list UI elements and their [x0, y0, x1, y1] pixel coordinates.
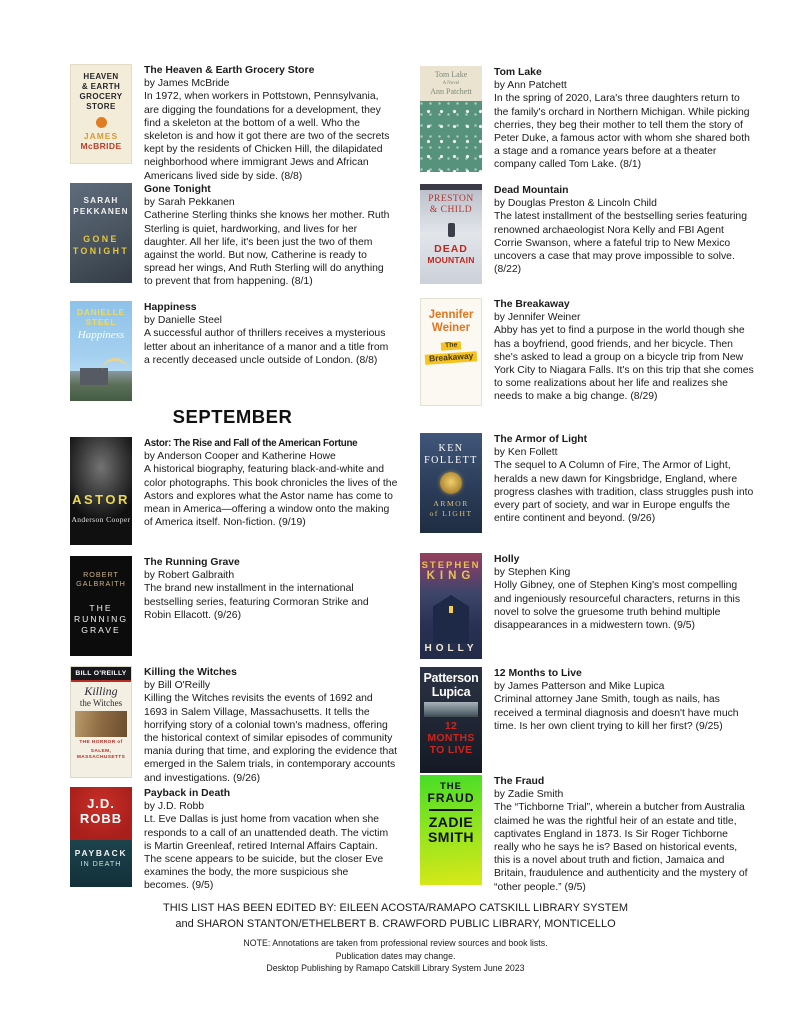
cover-text-line: FOLLETT — [424, 454, 478, 466]
book-info — [494, 184, 754, 284]
book-author: by Zadie Smith — [494, 789, 564, 801]
edited-by-line2: and SHARON STANTON/ETHELBERT B. CRAWFORD PUBLIC LIBRARY, MONTICELLO — [175, 917, 616, 930]
cover-art — [96, 117, 107, 128]
cover-text-line: of LIGHT — [429, 508, 473, 518]
cover-text-line: J.D. — [87, 796, 115, 811]
book-cover — [420, 184, 482, 284]
book-entry — [420, 667, 754, 773]
book-title: Dead Mountain — [494, 185, 569, 196]
cover-text-line: STEEL — [85, 317, 117, 327]
book-entry — [70, 183, 395, 289]
cover-text-line: FRAUD — [427, 791, 475, 805]
cover-art — [429, 809, 473, 811]
book-cover — [70, 787, 132, 887]
book-entry — [420, 775, 754, 894]
book-cover — [420, 298, 482, 406]
book-title: The Armor of Light — [494, 434, 588, 445]
book-author: by Bill O'Reilly — [144, 680, 211, 692]
book-entry — [70, 787, 395, 893]
book-cover — [70, 437, 132, 545]
book-author: by Ann Patchett — [494, 80, 567, 92]
cover-text-line: Lupica — [431, 684, 471, 699]
book-title: The Breakaway — [494, 299, 570, 310]
cover-text-line: JAMES — [83, 131, 119, 141]
book-description: Criminal attorney Jane Smith, tough as nails, has received a terminal diagnosis and doesn't have much time. Is her own client trying to kill her first? (9/25) — [494, 694, 739, 732]
cover-text-line: PRESTON — [428, 194, 474, 204]
section-heading-september: SEPTEMBER — [172, 406, 293, 427]
book-info — [494, 66, 754, 172]
cover-text-line: the Witches — [79, 698, 123, 709]
book-info — [494, 553, 754, 659]
cover-text-line: GRAVE — [81, 625, 121, 635]
book-cover — [420, 553, 482, 659]
cover-text-line: GONE — [83, 234, 119, 244]
book-cover — [420, 775, 482, 885]
book-title: Tom Lake — [494, 67, 542, 78]
book-info — [144, 183, 395, 289]
book-info — [144, 437, 398, 545]
book-cover — [420, 66, 482, 172]
book-author: by Ken Follett — [494, 447, 558, 459]
book-info — [144, 556, 395, 656]
cover-text-line: THE — [440, 781, 462, 792]
cover-text-line: ZADIE — [428, 814, 474, 830]
cover-art — [420, 66, 482, 101]
book-title: The Heaven & Earth Grocery Store — [144, 65, 315, 76]
book-author: by Jennifer Weiner — [494, 312, 581, 324]
book-description: Lt. Eve Dallas is just home from vacation when she responds to a call of an unattended death. The victim is Martin Greenleaf, retired Internal Affairs Captain. The scene appears to be suicide, but the closer Eve examines the body, the more suspicious she becomes. (9/5) — [144, 814, 389, 892]
cover-text-line: Happiness — [77, 329, 125, 341]
book-title: Killing the Witches — [144, 667, 237, 678]
book-title: Astor: The Rise and Fall of the American Fortune — [144, 438, 358, 449]
cover-art — [70, 840, 132, 887]
cover-art — [448, 223, 455, 237]
cover-art — [420, 101, 482, 173]
book-entry — [420, 66, 754, 172]
book-cover — [70, 183, 132, 283]
edited-by-text — [0, 901, 791, 932]
book-description: In the spring of 2020, Lara's three daughters return to the family's orchard in Northern Michigan. While picking cherries, they beg their mother to tell them the story of Peter Duke, a famous actor with whom she shared both a stage and a romance years before at a theater company called Tom Lake. (8/1) — [494, 93, 750, 171]
book-entry — [420, 553, 754, 659]
book-title: The Running Grave — [144, 557, 240, 568]
cover-text-line: The — [441, 341, 462, 350]
window-art — [449, 606, 453, 613]
book-info — [494, 433, 754, 533]
cover-text-line: ROBB — [79, 811, 123, 826]
book-description: The brand new installment in the international bestselling series, featuring Cormoran Strike and Robin Ellacott. (9/26) — [144, 583, 369, 621]
book-entry — [420, 298, 754, 406]
book-description: In 1972, when workers in Pottstown, Pennsylvania, are digging the foundations for a development, they find a skeleton at the bottom of a well. Who the skeleton is and how it got there are two of the secrets kept by the residents of Chicken Hill, the dilapidated neighborhood where immigrant Jews and African Americans lived side by side. (8/8) — [144, 91, 390, 182]
book-description: The “Tichborne Trial”, wherein a butcher from Australia claimed he was the rightful heir of an estate and title, captivates England in 1873. Is Sir Roger Tichborne really who he says he is? Based on historical events, this is a novel about truth and fiction, Jamaica and Britain, fraudulence and authenticity and the mystery of “other people.” (9/5) — [494, 802, 748, 893]
cover-text-line: A Novel — [442, 80, 460, 86]
cover-text-line: & CHILD — [429, 204, 473, 215]
cover-text-line: BILL O'REILLY — [71, 667, 131, 682]
book-author: by Stephen King — [494, 567, 571, 579]
cover-text-line: KEN — [438, 443, 464, 454]
book-description: Holly Gibney, one of Stephen King's most compelling and ingeniously resourceful characters, returns in this novel to solve the gruesome truth behind multiple disappearances in a midwestern town. (9/5) — [494, 580, 741, 632]
cover-text-line: Tom Lake — [434, 70, 468, 79]
book-author: by James McBride — [144, 78, 230, 90]
book-description: Killing the Witches revisits the events of 1692 and 1693 in Salem Village, Massachusetts. It tells the horrifying story of a colonial town's madness, offering the historical context of similar episodes of community mania during that time, and exploring the evidence that emerged in the Salem trials, in contemporary accounts and investigations. (9/26) — [144, 693, 397, 784]
book-info — [494, 775, 754, 894]
cover-text-line: Killing — [84, 683, 118, 698]
book-title: The Fraud — [494, 776, 545, 787]
cover-text-line: 12 MONTHS — [427, 720, 475, 744]
book-author: by Sarah Pekkanen — [144, 197, 235, 209]
house-art — [433, 595, 469, 643]
cover-text-line: DANIELLE — [77, 307, 125, 317]
footer-note-line3: Desktop Publishing by Ramapo Catskill Library System June 2023 — [266, 963, 525, 973]
book-entry — [70, 64, 395, 183]
cover-text-line: THE — [89, 603, 113, 613]
book-cover — [420, 433, 482, 533]
book-info — [494, 298, 754, 406]
cover-text-line: DEAD — [434, 243, 468, 255]
book-description: A historical biography, featuring black-and-white and color photographs. This book chronicles the lives of the Astors and explores what the Astor name has come to mean in America—offering a window onto the making of America itself. Non-fiction. (9/19) — [144, 464, 398, 529]
book-entry — [70, 556, 395, 656]
book-title: Payback in Death — [144, 788, 231, 799]
rainbow-art — [102, 358, 128, 371]
book-info — [144, 64, 395, 183]
cover-text-line: PAYBACK — [74, 848, 128, 858]
book-author: by Danielle Steel — [144, 315, 222, 327]
cover-text-line: ARMOR — [433, 499, 469, 508]
book-description: The sequel to A Column of Fire, The Armor of Light, heralds a new dawn for Kingsbridge, England, where progress clashes with tradition, class struggles push into every part of society, and war in Europe engulfs the entire continent and beyond. (9/26) — [494, 460, 754, 525]
book-info — [494, 667, 754, 773]
cover-text-line: KING — [426, 570, 476, 582]
book-title: Holly — [494, 554, 520, 565]
footer-note-line2: Publication dates may change. — [335, 950, 456, 961]
cover-text-line: RUNNING — [73, 614, 129, 624]
cover-text-line: Ann Patchett — [430, 86, 472, 96]
book-author: by Douglas Preston & Lincoln Child — [494, 198, 657, 210]
cover-text-line: GALBRAITH — [76, 579, 126, 588]
book-cover — [420, 667, 482, 773]
cover-text-line: Patterson — [423, 671, 479, 685]
painting-art — [75, 711, 127, 737]
book-title: 12 Months to Live — [494, 668, 582, 679]
book-info — [144, 301, 395, 401]
book-entry — [70, 666, 398, 785]
book-info — [144, 787, 395, 893]
book-entry — [70, 437, 398, 545]
edited-by-line1: THIS LIST HAS BEEN EDITED BY: EILEEN ACOSTA/RAMAPO CATSKILL LIBRARY SYSTEM — [163, 902, 628, 914]
cover-text-line: MOUNTAIN — [427, 254, 475, 265]
footer-note-line1: NOTE: Annotations are taken from professional review sources and book lists. — [243, 938, 548, 948]
book-cover — [70, 301, 132, 401]
cover-text-line: ROBERT — [83, 570, 119, 579]
book-description: Catherine Sterling thinks she knows her mother. Ruth Sterling is quiet, hardworking, and lives for her daughter. All her life, it's been just the two of them against the world. But now, Catherine is ready to spread her wings, And Ruth Sterling will do anything to prevent that from happening. (8/1) — [144, 210, 390, 288]
book-entry — [420, 184, 754, 284]
cover-text-line: Anderson Cooper — [71, 514, 131, 524]
book-cover — [70, 64, 132, 164]
cover-text-line: TONIGHT — [72, 246, 130, 256]
cover-text-line: STEPHEN — [421, 560, 481, 571]
cover-art — [424, 702, 478, 717]
book-author: by Robert Galbraith — [144, 570, 235, 582]
cover-art — [70, 787, 132, 840]
cover-text-line: HEAVEN — [83, 72, 119, 81]
book-entry — [420, 433, 754, 533]
cover-text-line: SARAH — [83, 196, 119, 205]
cover-text-line: Weiner — [431, 322, 471, 334]
cover-text-line: THE HORROR of — [79, 740, 123, 746]
footer-note — [0, 937, 791, 975]
cover-text-line: PEKKANEN — [73, 207, 129, 216]
cover-text-line: Breakaway — [425, 351, 478, 364]
book-author: by J.D. Robb — [144, 801, 205, 813]
book-description: A successful author of thrillers receives a mysterious letter about an inheritance of a manor and a title from a recently deceased uncle outside of London. (8/8) — [144, 328, 389, 366]
book-entry — [70, 301, 395, 401]
cover-text-line: ASTOR — [72, 492, 130, 507]
book-author: by Anderson Cooper and Katherine Howe — [144, 451, 336, 463]
cover-text-line: McBRIDE — [80, 140, 122, 151]
cover-text-line: SALEM, MASSACHUSETTS — [76, 749, 126, 761]
book-info — [144, 666, 398, 785]
book-title: Gone Tonight — [144, 184, 211, 195]
cover-text-line: TO LIVE — [429, 744, 473, 756]
cover-text-line: SMITH — [427, 829, 475, 845]
cover-text-line: STORE — [86, 102, 116, 111]
cover-text-line: & EARTH — [81, 82, 121, 91]
cover-text-line: HOLLY — [424, 642, 478, 654]
cover-text-line: IN DEATH — [80, 859, 122, 869]
cover-text-line: Jennifer — [428, 309, 474, 321]
book-cover — [70, 666, 132, 778]
book-author: by James Patterson and Mike Lupica — [494, 681, 665, 693]
cover-text-line: GROCERY — [79, 92, 123, 101]
book-description: The latest installment of the bestselling series featuring renowned archaeologist Nora Kelly and FBI Agent Corrie Swanson, where a fateful trip to New Mexico uncovers a case that may prove impossible to solve. (8/22) — [494, 211, 747, 276]
book-cover — [70, 556, 132, 656]
medallion-art — [440, 472, 462, 494]
book-description: Abby has yet to find a purpose in the world though she has a boyfriend, good friends, and her bicycle. Then she's asked to lead a group on a bicycle trip from New York City to Niagara Falls. It's on this trip that she comes to some realizations about her life and realizes she needs to make a big change. (8/29) — [494, 325, 754, 403]
book-title: Happiness — [144, 302, 197, 313]
